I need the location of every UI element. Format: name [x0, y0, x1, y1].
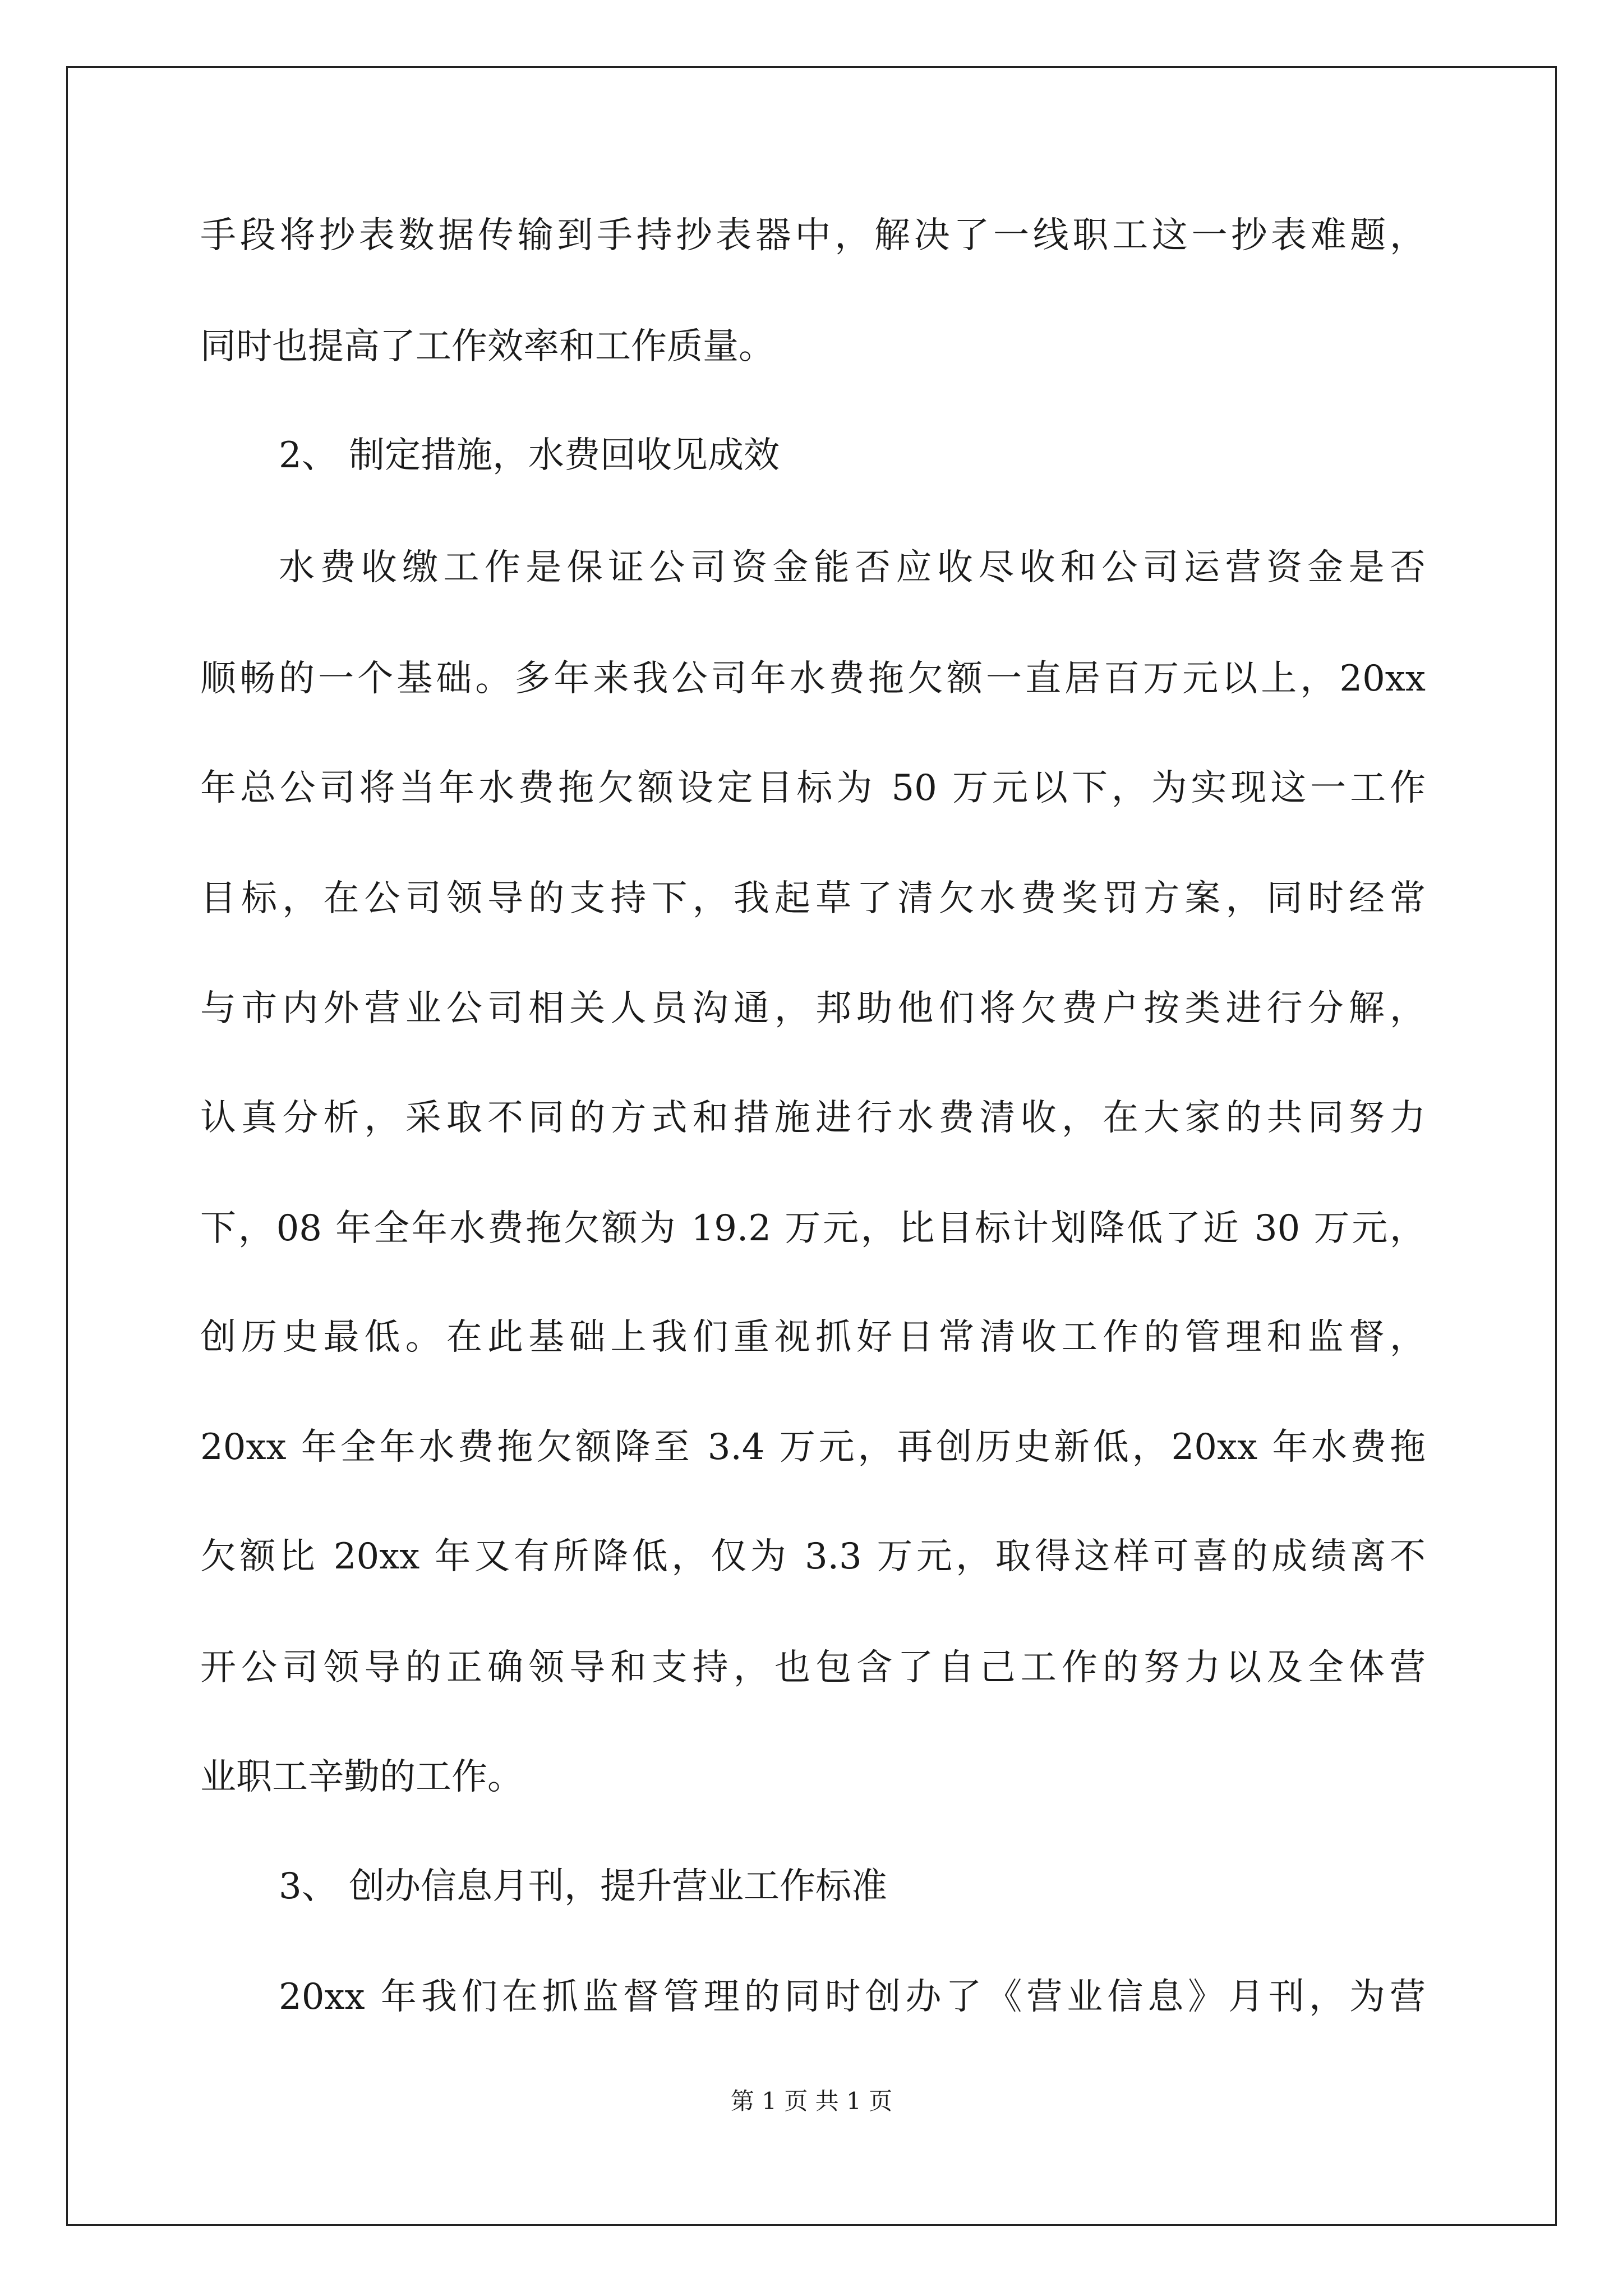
text-line-17: 20xx 年我们在抓监督管理的同时创办了《营业信息》月刊，为营 — [279, 1976, 1426, 2018]
text-line-12: 20xx 年全年水费拖欠额降至 3.4 万元，再创历史新低，20xx 年水费拖 — [200, 1427, 1426, 1468]
text-line-15: 业职工辛勤的工作。 — [200, 1756, 523, 1798]
text-line-5: 顺畅的一个基础。多年来我公司年水费拖欠额一直居百万元以上，20xx — [200, 658, 1426, 700]
text-line-11: 创历史最低。在此基础上我们重视抓好日常清收工作的管理和监督， — [200, 1317, 1426, 1358]
text-line-2: 同时也提高了工作效率和工作质量。 — [200, 326, 774, 367]
section-heading-3: 3、 创办信息月刊，提升营业工作标准 — [279, 1866, 888, 1907]
text-line-6: 年总公司将当年水费拖欠额设定目标为 50 万元以下，为实现这一工作 — [200, 767, 1426, 809]
page-footer: 第 1 页 共 1 页 — [730, 2087, 893, 2115]
text-line-4: 水费收缴工作是保证公司资金能否应收尽收和公司运营资金是否 — [279, 547, 1426, 588]
text-line-10: 下，08 年全年水费拖欠额为 19.2 万元，比目标计划降低了近 30 万元， — [200, 1208, 1426, 1249]
text-line-9: 认真分析，采取不同的方式和措施进行水费清收，在大家的共同努力 — [200, 1097, 1426, 1139]
text-line-7: 目标，在公司领导的支持下，我起草了清欠水费奖罚方案，同时经常 — [200, 878, 1426, 919]
text-line-14: 开公司领导的正确领导和支持，也包含了自己工作的努力以及全体营 — [200, 1647, 1426, 1688]
text-line-1: 手段将抄表数据传输到手持抄表器中，解决了一线职工这一抄表难题， — [200, 215, 1426, 256]
text-line-13: 欠额比 20xx 年又有所降低，仅为 3.3 万元，取得这样可喜的成绩离不 — [200, 1536, 1426, 1577]
section-heading-2: 2、 制定措施，水费回收见成效 — [279, 435, 780, 476]
text-line-8: 与市内外营业公司相关人员沟通，邦助他们将欠费户按类进行分解， — [200, 988, 1426, 1029]
